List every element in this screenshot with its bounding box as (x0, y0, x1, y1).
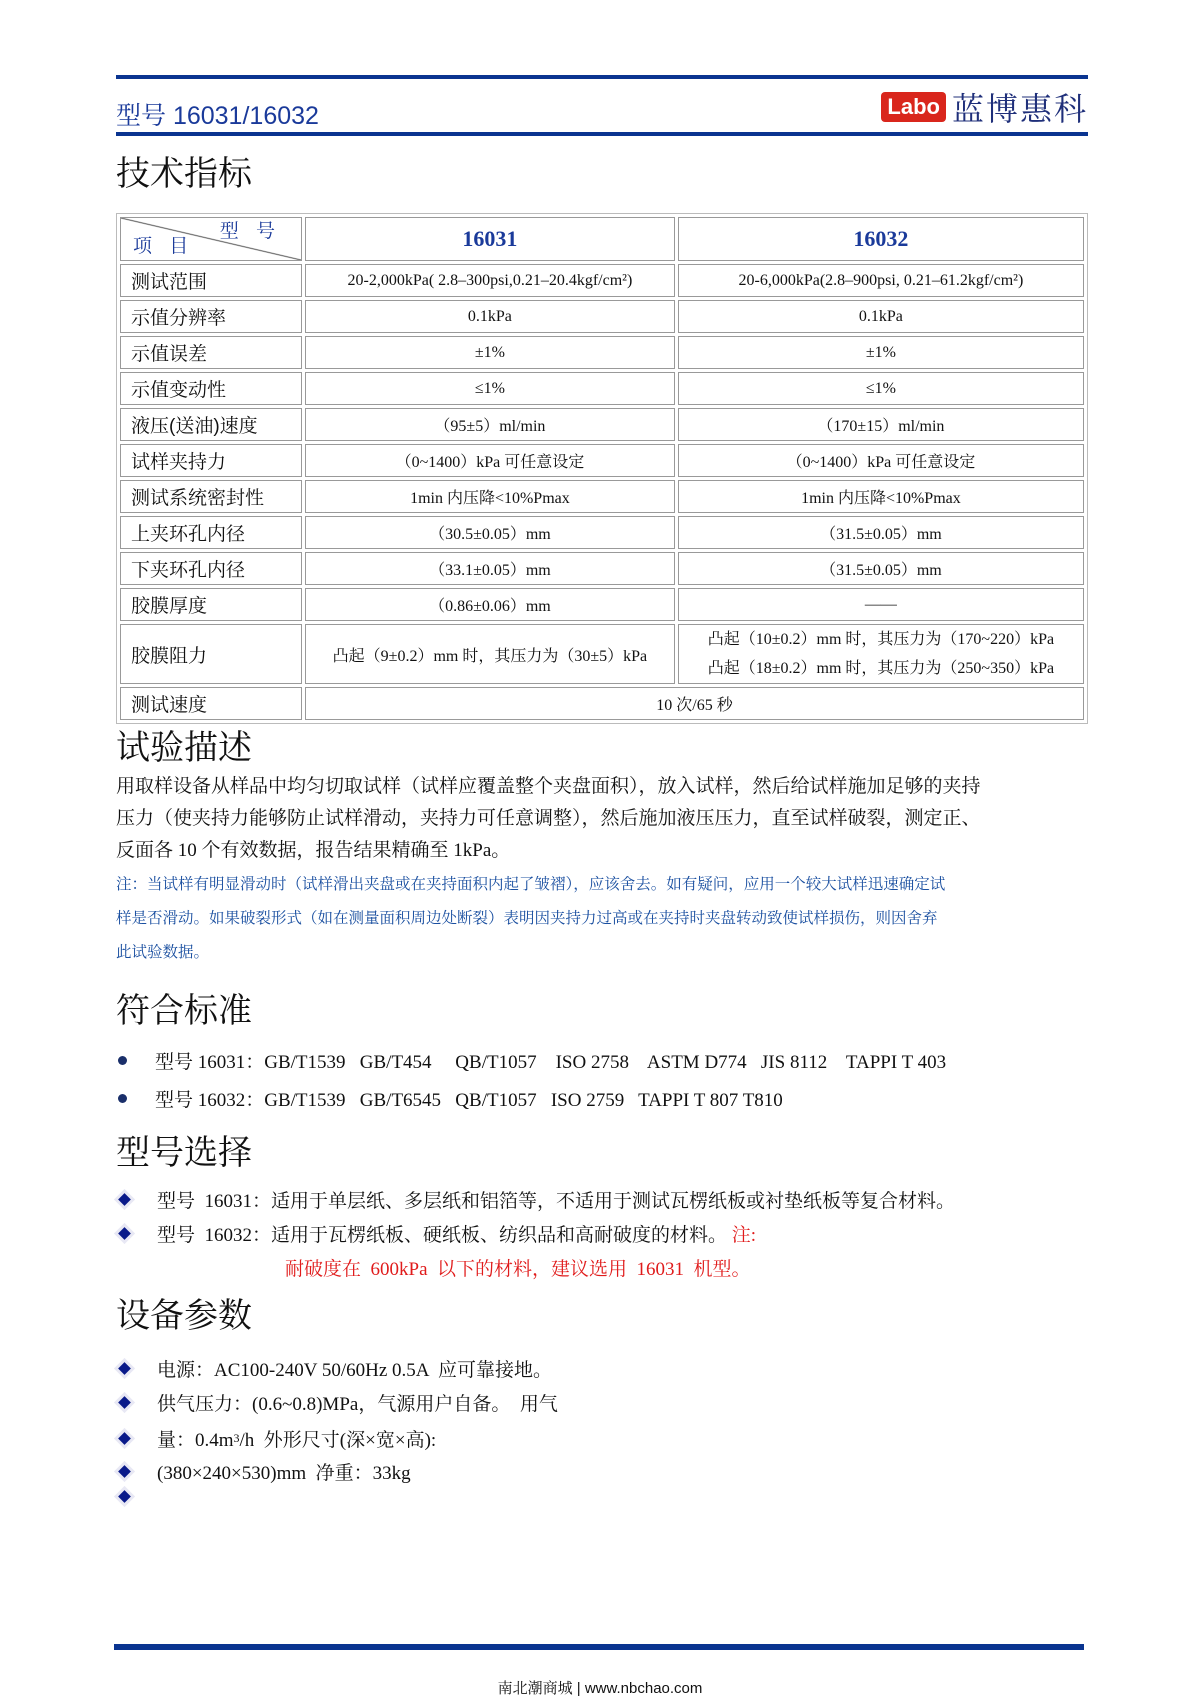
bullet-icon (118, 1432, 131, 1445)
section-title-selection: 型号选择 (116, 1134, 252, 1172)
row-label: 测试范围 (120, 264, 302, 297)
table-header-row (120, 217, 1084, 261)
cell-16032: 20-6,000kPa(2.8–900psi, 0.21–61.2kgf/cm²) (678, 264, 1084, 297)
row-label: 上夹环孔内径 (120, 516, 302, 549)
header-top-rule (116, 75, 1088, 79)
row-label: 胶膜厚度 (120, 588, 302, 621)
cell-16031: （95±5）ml/min (305, 408, 675, 441)
row-label: 胶膜阻力 (120, 624, 302, 684)
bullet-icon (118, 1193, 131, 1206)
cell-16032: （31.5±0.05）mm (678, 516, 1084, 549)
cell-16031: （0~1400）kPa 可任意设定 (305, 444, 675, 477)
bullet-icon (118, 1465, 131, 1478)
table-row (120, 552, 1084, 585)
row-label: 下夹环孔内径 (120, 552, 302, 585)
row-label: 测试速度 (120, 687, 302, 720)
param-text: 量：0.4m (157, 1430, 234, 1451)
selection-item (116, 1220, 756, 1247)
desc-line: 反面各 10 个有效数据，报告结果精确至 1kPa。 (116, 840, 511, 861)
row-label: 试样夹持力 (120, 444, 302, 477)
row-label: 示值分辨率 (120, 300, 302, 333)
superscript: 3 (233, 1431, 240, 1445)
model-title: 型号 16031/16032 (116, 102, 319, 130)
logo-mark: Labo (881, 92, 946, 122)
cell-16031: （0.86±0.06）mm (305, 588, 675, 621)
section-title-params: 设备参数 (116, 1297, 252, 1335)
note-label: 注: (731, 1225, 757, 1246)
row-label: 示值误差 (120, 336, 302, 369)
table-row (120, 300, 1084, 333)
logo-text: 蓝博惠科 (951, 91, 1088, 127)
header-bottom-rule (116, 132, 1088, 136)
spec-table (116, 213, 1088, 724)
param-item (116, 1425, 436, 1452)
selection-text: 型号 16032：适用于瓦楞纸板、硬纸板、纺织品和高耐破度的材料。 (157, 1225, 732, 1246)
table-row (120, 264, 1084, 297)
param-text: /h 外形尺寸(深×宽×高): (239, 1430, 437, 1451)
table-row (120, 624, 1084, 684)
standard-text: 型号 16032：GB/T1539 GB/T6545 QB/T1057 ISO 2759 TAPPI T 807 T810 (155, 1090, 783, 1111)
cell-16031: 1min 内压降<10%Pmax (305, 480, 675, 513)
param-item (116, 1458, 411, 1485)
brand-logo (881, 84, 1088, 130)
desc-line: 压力（使夹持力能够防止试样滑动，夹持力可任意调整），然后施加液压压力，直至试样破裂，测定正、 (116, 808, 981, 829)
bullet-icon (118, 1227, 131, 1240)
cell-both: 10 次/65 秒 (305, 687, 1084, 720)
note-line: 注：当试样有明显滑动时（试样滑出夹盘或在夹持面积内起了皱褶），应该舍去。如有疑问，应用一个较大试样迅速确定试 (116, 876, 946, 893)
table-row (120, 444, 1084, 477)
desc-paragraph (116, 771, 1088, 867)
bullet-icon (118, 1362, 131, 1375)
standard-item (116, 1085, 783, 1112)
table-row (120, 588, 1084, 621)
selection-note: 耐破度在 600kPa 以下的材料，建议选用 16031 机型。 (285, 1259, 751, 1280)
cell-16032: —— (678, 588, 1084, 621)
note-line: 样是否滑动。如果破裂形式（如在测量面积周边处断裂）表明因夹持力过高或在夹持时夹盘转动致使试样损伤，则因舍弃 (116, 910, 938, 927)
cell-16031: （30.5±0.05）mm (305, 516, 675, 549)
cell-16031: ≤1% (305, 372, 675, 405)
cell-16032: （0~1400）kPa 可任意设定 (678, 444, 1084, 477)
footer-rule (114, 1644, 1084, 1650)
table-row (120, 480, 1084, 513)
standard-item (116, 1047, 946, 1074)
cell-16031: ±1% (305, 336, 675, 369)
table-row (120, 336, 1084, 369)
table-row (120, 687, 1084, 720)
row-label: 示值变动性 (120, 372, 302, 405)
cell-16032: ≤1% (678, 372, 1084, 405)
cell-16032: 0.1kPa (678, 300, 1084, 333)
standard-text: 型号 16031：GB/T1539 GB/T454 QB/T1057 ISO 2758 ASTM D774 JIS 8112 TAPPI T 403 (155, 1052, 947, 1073)
param-text: 供气压力：(0.6~0.8)MPa，气源用户自备。 用气 (157, 1394, 558, 1415)
cell-line: 凸起（10±0.2）mm 时，其压力为（170~220）kPa (707, 631, 1055, 648)
bullet-icon (118, 1056, 127, 1065)
param-item (116, 1355, 552, 1382)
cell-16032 (678, 624, 1084, 684)
selection-text: 型号 16031：适用于单层纸、多层纸和铝箔等，不适用于测试瓦楞纸板或衬垫纸板等复合材料。 (157, 1191, 956, 1212)
cell-16032: 1min 内压降<10%Pmax (678, 480, 1084, 513)
cell-16031: 凸起（9±0.2）mm 时，其压力为（30±5）kPa (305, 624, 675, 684)
section-title-desc: 试验描述 (116, 729, 252, 767)
bullet-icon (118, 1094, 127, 1103)
model-header-16032: 16032 (678, 217, 1084, 261)
section-title-standards: 符合标准 (116, 992, 252, 1030)
table-row (120, 408, 1084, 441)
cell-16032: （170±15）ml/min (678, 408, 1084, 441)
param-text: (380×240×530)mm 净重：33kg (157, 1463, 411, 1484)
row-label: 测试系统密封性 (120, 480, 302, 513)
model-header-16031: 16031 (305, 217, 675, 261)
param-text: 电源：AC100-240V 50/60Hz 0.5A 应可靠接地。 (157, 1360, 552, 1381)
corner-model-label: 型 号 (219, 221, 281, 242)
section-title-spec: 技术指标 (116, 155, 252, 193)
cell-16031: （33.1±0.05）mm (305, 552, 675, 585)
desc-note (116, 868, 1088, 970)
selection-item (116, 1186, 955, 1213)
bullet-icon (118, 1490, 131, 1503)
row-label: 液压(送油)速度 (120, 408, 302, 441)
corner-cell (120, 217, 302, 261)
param-item (116, 1389, 558, 1416)
bullet-icon (118, 1396, 131, 1409)
cell-line: 凸起（18±0.2）mm 时，其压力为（250~350）kPa (707, 660, 1055, 677)
corner-item-label: 项 目 (133, 236, 195, 257)
footer-text: 南北潮商城 | www.nbchao.com (497, 1680, 703, 1697)
table-row (120, 516, 1084, 549)
desc-line: 用取样设备从样品中均匀切取试样（试样应覆盖整个夹盘面积），放入试样，然后给试样施加足够的夹持 (116, 776, 981, 797)
cell-16032: （31.5±0.05）mm (678, 552, 1084, 585)
table-row (120, 372, 1084, 405)
cell-16032: ±1% (678, 336, 1084, 369)
param-item-empty (116, 1492, 157, 1501)
cell-16031: 20-2,000kPa( 2.8–300psi,0.21–20.4kgf/cm²) (305, 264, 675, 297)
cell-16031: 0.1kPa (305, 300, 675, 333)
note-line: 此试验数据。 (116, 944, 210, 961)
